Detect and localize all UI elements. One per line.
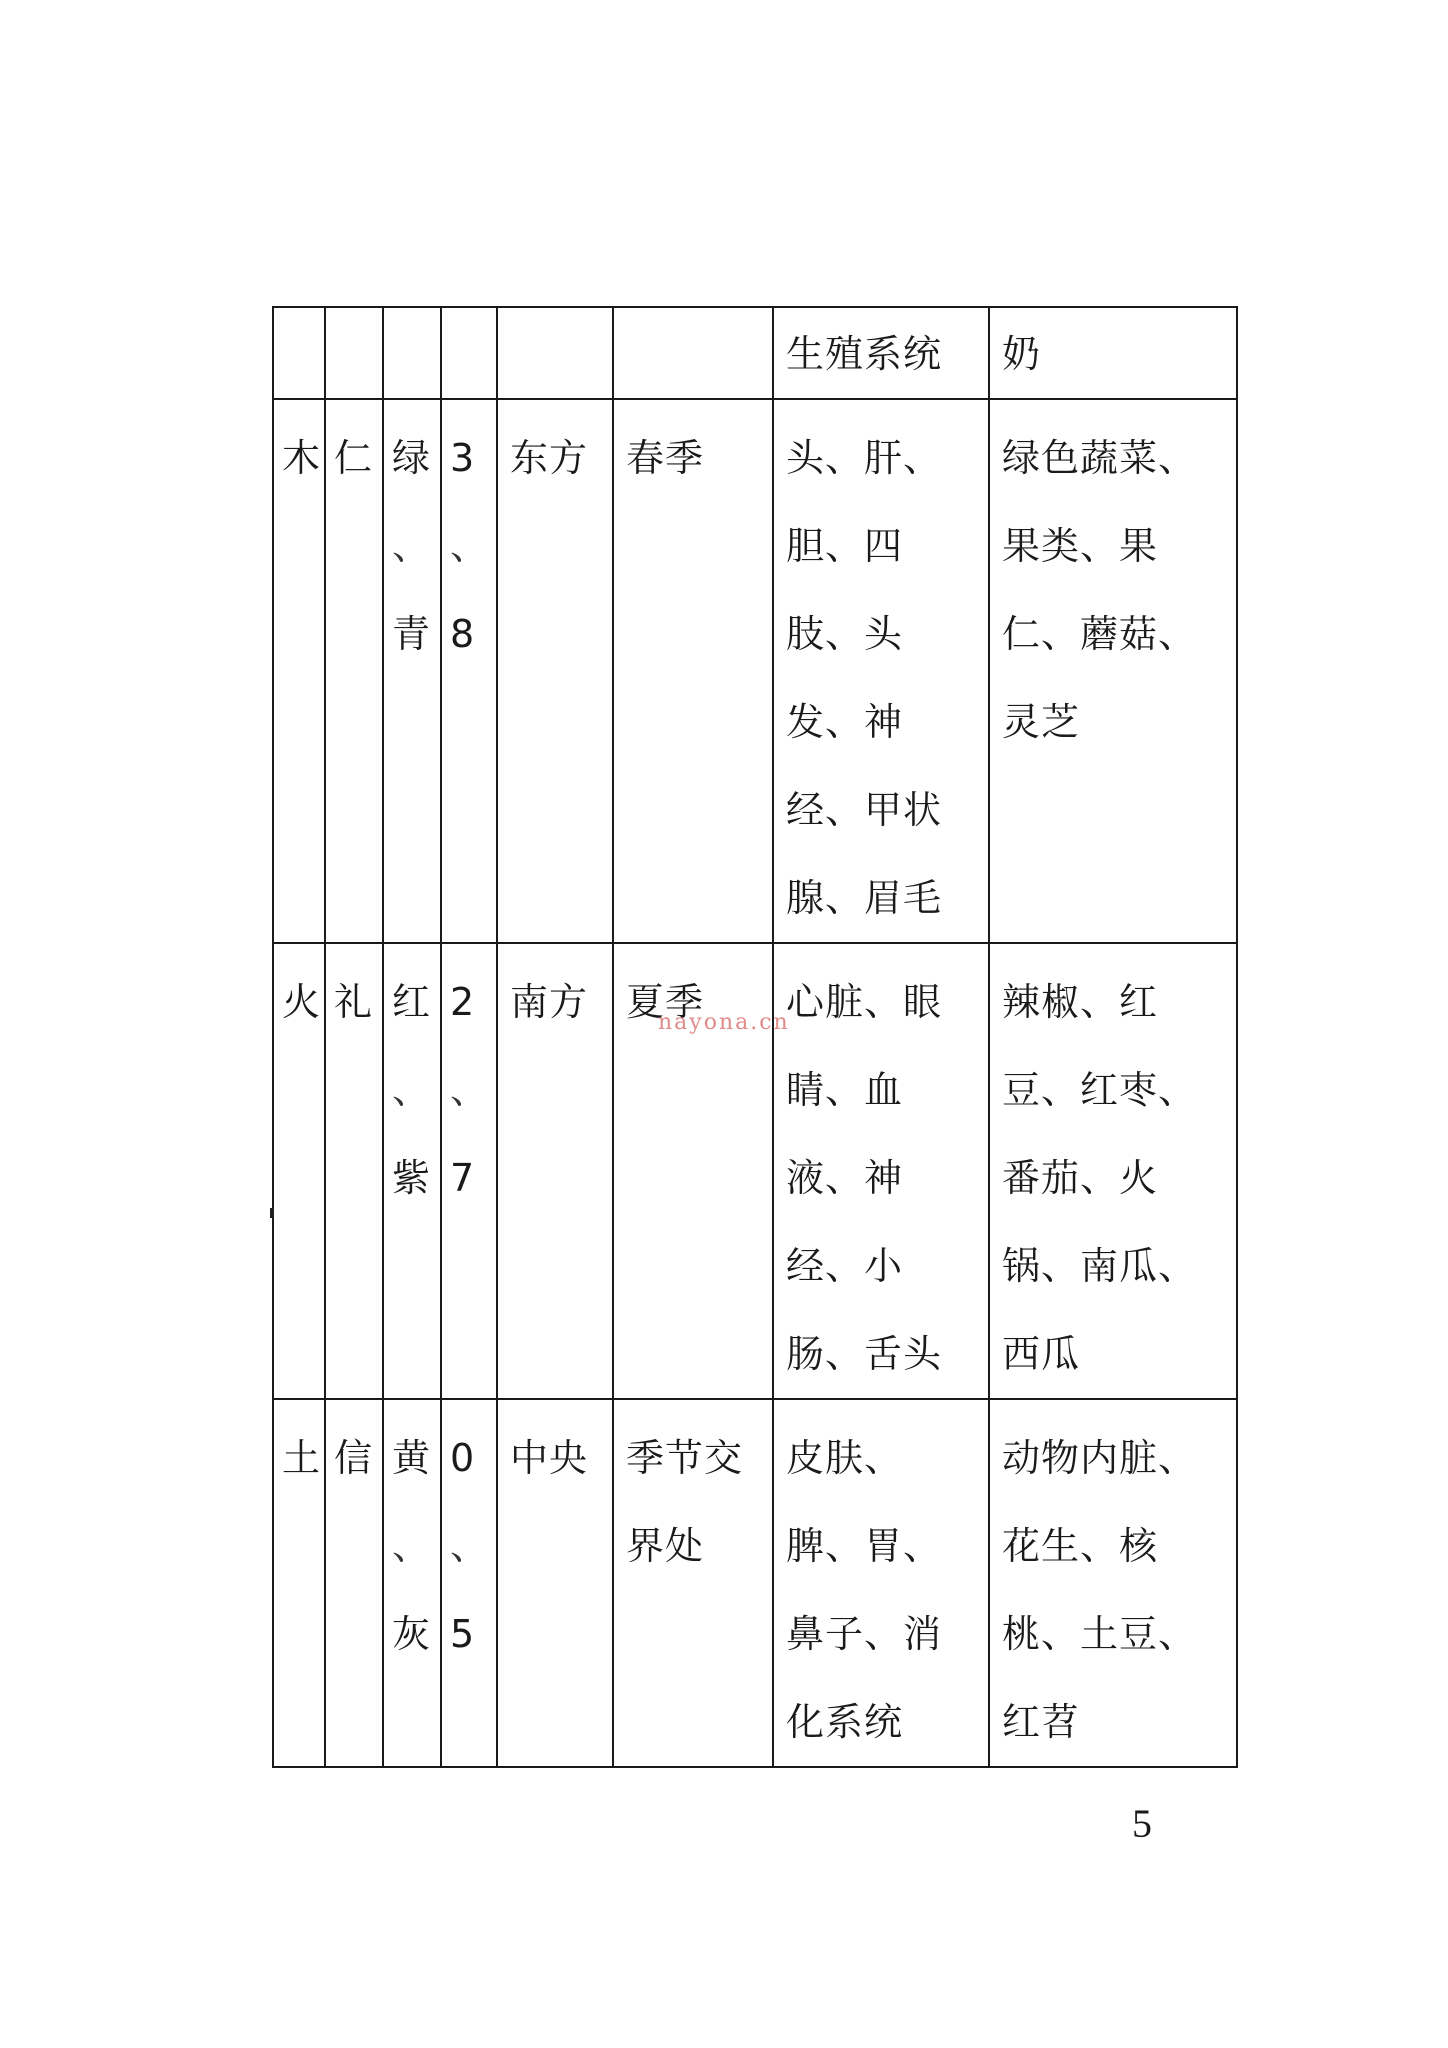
number-text: 2 — [450, 980, 476, 1024]
color-text: 绿 — [392, 436, 432, 480]
food-cell: 辣椒、红豆、红枣、番茄、火锅、南瓜、西瓜 — [989, 943, 1237, 1399]
separator: 、 — [392, 1068, 432, 1112]
virtue-cell: 礼 — [325, 943, 383, 1399]
color-text: 红 — [392, 980, 432, 1024]
number-text: 8 — [450, 612, 476, 656]
table-cell — [273, 307, 325, 399]
element-cell: 火 — [273, 943, 325, 1399]
food-cell: 绿色蔬菜、果类、果仁、蘑菇、灵芝 — [989, 399, 1237, 943]
separator: 、 — [392, 524, 432, 568]
table-cell: 奶 — [989, 307, 1237, 399]
number-text: 0 — [450, 1436, 476, 1480]
season-cell: 夏季 — [613, 943, 773, 1399]
table-row — [273, 307, 1237, 399]
separator: 、 — [450, 1524, 490, 1568]
season-cell: 季节交界处 — [613, 1399, 773, 1767]
table-cell — [325, 307, 383, 399]
number-cell — [441, 399, 497, 943]
virtue-cell: 信 — [325, 1399, 383, 1767]
color-cell — [383, 1399, 441, 1767]
virtue-cell: 仁 — [325, 399, 383, 943]
number-cell — [441, 943, 497, 1399]
page-number: 5 — [1132, 1801, 1152, 1846]
direction-cell: 南方 — [497, 943, 613, 1399]
separator: 、 — [450, 1068, 490, 1112]
body-cell: 心脏、眼睛、血液、神经、小肠、舌头 — [773, 943, 989, 1399]
body-cell: 头、肝、胆、四肢、头发、神经、甲状腺、眉毛 — [773, 399, 989, 943]
scan-mark — [270, 1208, 274, 1218]
color-cell — [383, 399, 441, 943]
table-cell — [383, 307, 441, 399]
table-cell: 生殖系统 — [773, 307, 989, 399]
season-cell: 春季 — [613, 399, 773, 943]
body-cell: 皮肤、脾、胃、鼻子、消化系统 — [773, 1399, 989, 1767]
number-text: 5 — [450, 1612, 476, 1656]
table-row — [273, 399, 1237, 943]
direction-cell: 东方 — [497, 399, 613, 943]
element-cell: 土 — [273, 1399, 325, 1767]
element-cell: 木 — [273, 399, 325, 943]
table-cell — [497, 307, 613, 399]
food-cell: 动物内脏、花生、核桃、土豆、红苕 — [989, 1399, 1237, 1767]
table-cell — [441, 307, 497, 399]
table-cell — [613, 307, 773, 399]
color-text: 黄 — [392, 1436, 432, 1480]
separator: 、 — [392, 1524, 432, 1568]
number-text: 7 — [450, 1156, 476, 1200]
color-text: 青 — [392, 612, 432, 656]
number-cell — [441, 1399, 497, 1767]
separator: 、 — [450, 524, 490, 568]
table-row — [273, 1399, 1237, 1767]
number-text: 3 — [450, 436, 476, 480]
watermark: nayona.cn — [658, 1010, 790, 1035]
five-elements-table — [272, 306, 1238, 1768]
color-text: 灰 — [392, 1612, 432, 1656]
color-text: 紫 — [392, 1156, 432, 1200]
color-cell — [383, 943, 441, 1399]
direction-cell: 中央 — [497, 1399, 613, 1767]
